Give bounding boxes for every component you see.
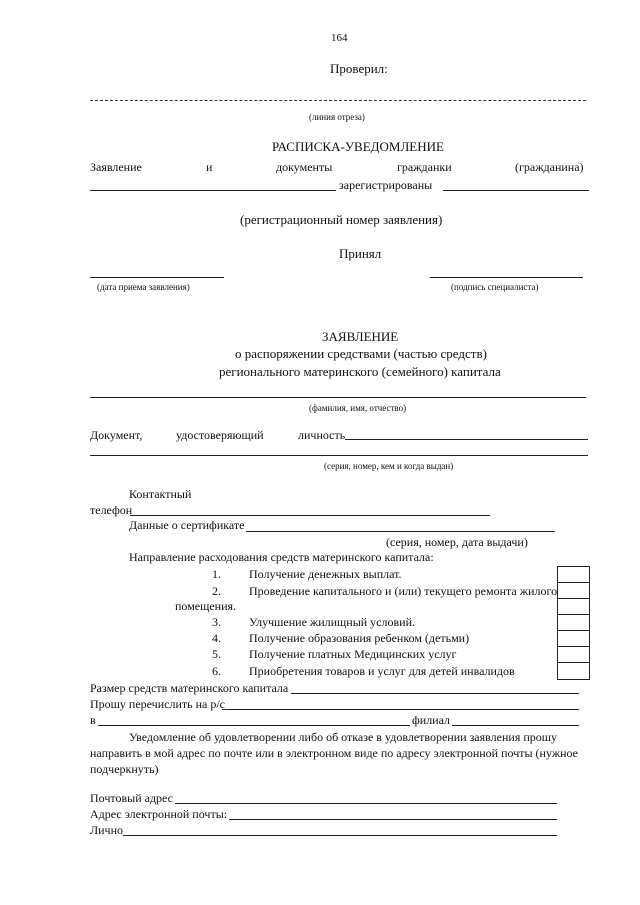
- phone-label: телефон: [90, 503, 133, 517]
- postal-label: Почтовый адрес: [90, 791, 174, 805]
- receipt-date-field[interactable]: [90, 277, 224, 278]
- bank-prefix: в: [90, 713, 96, 727]
- citizen-name-field[interactable]: [90, 190, 336, 191]
- receipt-word-2: и: [206, 160, 213, 174]
- application-subtitle-1: о распоряжении средствами (частью средств): [235, 346, 487, 361]
- transfer-label: Прошу перечислить на р/с: [90, 697, 225, 711]
- certificate-label: Данные о сертификате: [129, 518, 245, 532]
- receipt-word-5: (гражданина): [515, 160, 584, 174]
- date-caption: (дата приема заявления): [97, 282, 190, 292]
- postal-field[interactable]: [175, 803, 557, 804]
- fio-field[interactable]: [90, 397, 586, 398]
- doc-word-3: личность: [298, 428, 346, 442]
- option-6-text: Приобретения товаров и услуг для детей инвалидов: [249, 664, 515, 678]
- amount-field[interactable]: [291, 693, 579, 694]
- application-title: ЗАЯВЛЕНИЕ: [322, 329, 399, 344]
- branch-field[interactable]: [452, 725, 579, 726]
- receipt-word-4: гражданки: [397, 160, 452, 174]
- doc-word-2: удостоверяющий: [176, 428, 264, 442]
- notice-line-3: подчеркнуть): [90, 762, 159, 776]
- personal-label: Лично: [90, 823, 124, 837]
- option-2-num: 2.: [212, 584, 221, 598]
- option-2-continuation: помещения.: [175, 599, 237, 613]
- registered-label: зарегистрированы: [339, 178, 433, 192]
- option-3-num: 3.: [212, 615, 221, 629]
- option-1-checkbox[interactable]: [557, 566, 590, 583]
- option-4-checkbox[interactable]: [557, 630, 590, 647]
- signature-caption: (подпись специалиста): [451, 282, 539, 292]
- contact-label: Контактный: [129, 487, 192, 501]
- application-subtitle-2: регионального материнского (семейного) капитала: [219, 364, 501, 379]
- certificate-field[interactable]: [246, 531, 555, 532]
- email-field[interactable]: [229, 819, 557, 820]
- option-5-num: 5.: [212, 647, 221, 661]
- direction-label: Направление расходования средств материнского капитала:: [129, 550, 434, 564]
- doc-caption: (серия, номер, кем и когда выдан): [324, 461, 454, 471]
- email-label: Адрес электронной почты:: [90, 807, 228, 821]
- receipt-word-1: Заявление: [90, 160, 142, 174]
- option-6-checkbox[interactable]: [557, 662, 590, 680]
- cut-line: [90, 100, 586, 101]
- option-1-text: Получение денежных выплат.: [249, 567, 402, 581]
- fio-caption: (фамилия, имя, отчество): [309, 403, 407, 413]
- option-5-checkbox[interactable]: [557, 646, 590, 663]
- reg-number-caption: (регистрационный номер заявления): [240, 212, 443, 227]
- option-6-num: 6.: [212, 664, 221, 678]
- receipt-title: РАСПИСКА-УВЕДОМЛЕНИЕ: [272, 139, 444, 154]
- cut-line-caption: (линия отреза): [309, 112, 365, 122]
- option-2-checkbox[interactable]: [557, 582, 590, 599]
- id-doc-field-2[interactable]: [90, 455, 588, 456]
- certificate-caption: (серия, номер, дата выдачи): [386, 535, 528, 549]
- page-number: 164: [331, 32, 348, 44]
- option-4-num: 4.: [212, 631, 221, 645]
- option-1-num: 1.: [212, 567, 221, 581]
- option-5-text: Получение платных Медицинских услуг: [249, 647, 457, 661]
- checked-label: Проверил:: [330, 61, 388, 76]
- bank-field[interactable]: [98, 725, 410, 726]
- option-3-checkbox[interactable]: [557, 614, 590, 631]
- registered-date-field[interactable]: [443, 190, 589, 191]
- notice-line-1: Уведомление об удовлетворении либо об отказе в удовлетворении заявления прошу: [129, 730, 557, 744]
- id-doc-field-1[interactable]: [345, 439, 588, 440]
- doc-word-1: Документ,: [90, 428, 143, 442]
- branch-label: филиал: [412, 713, 451, 727]
- receipt-word-3: документы: [276, 160, 333, 174]
- specialist-signature-field[interactable]: [430, 277, 583, 278]
- option-4-text: Получение образования ребенком (детьми): [249, 631, 470, 645]
- amount-label: Размер средств материнского капитала: [90, 681, 289, 695]
- option-2-text: Проведение капитального и (или) текущего ремонта жилого: [249, 584, 558, 598]
- phone-field[interactable]: [130, 515, 490, 516]
- option-2b-cell: [557, 598, 590, 615]
- personal-field[interactable]: [123, 835, 557, 836]
- accepted-label: Принял: [339, 246, 382, 261]
- notice-line-2: направить в мой адрес по почте или в электронном виде по адресу электронной почты (нужное: [90, 746, 579, 760]
- account-field[interactable]: [222, 709, 579, 710]
- option-3-text: Улучшение жилищный условий.: [249, 615, 415, 629]
